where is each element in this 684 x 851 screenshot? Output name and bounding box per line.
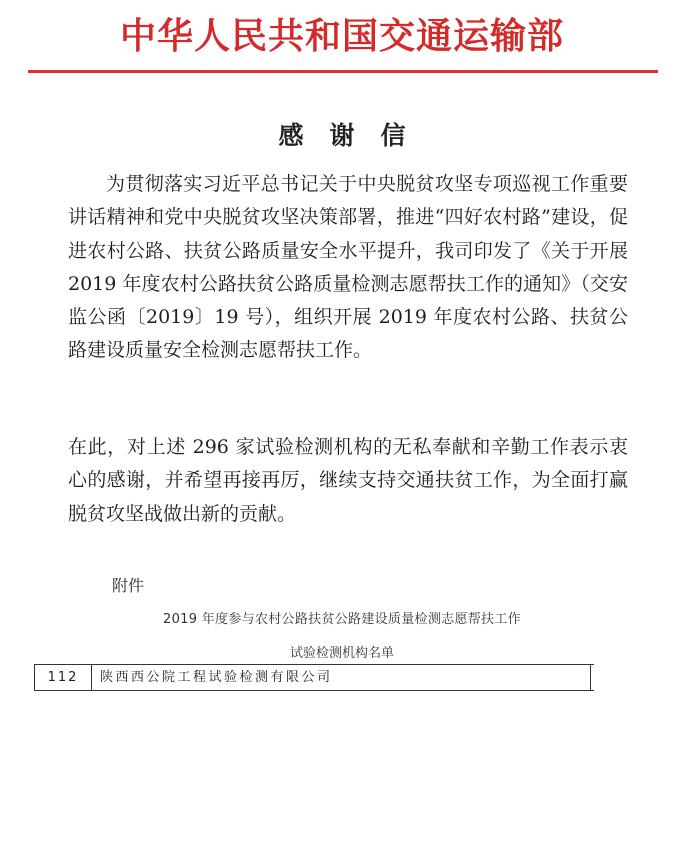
attachment-title: 2019 年度参与农村公路扶贫公路建设质量检测志愿帮扶工作 xyxy=(163,612,521,627)
table-row-organization: 陕西西公院工程试验检测有限公司 xyxy=(100,670,333,685)
organization-table xyxy=(34,664,594,691)
paragraph-2: 在此，对上述 296 家试验检测机构的无私奉献和辛勤工作表示衷心的感谢，并希望再接再厉，继续支持交通扶贫工作，为全面打赢脱贫攻坚战做出新的贡献。 xyxy=(68,436,628,525)
table-border xyxy=(590,665,593,690)
table-row-number: 112 xyxy=(34,665,92,690)
attachment-label: 附件 xyxy=(112,576,145,595)
attachment-subtitle: 试验检测机构名单 xyxy=(289,646,394,661)
paragraph-1: 为贯彻落实习近平总书记关于中央脱贫攻坚专项巡视工作重要讲话精神和党中央脱贫攻坚决策部署，推进“四好农村路”建设，促进农村公路、扶贫公路质量安全水平提升，我司印发了《关于开展 2019 年度农村公路扶贫公路质量检测志愿帮扶工作的通知》（交安监公函〔2019〕19 号），组织开展 2019 年度农村公路、扶贫公路建设质量安全检测志愿帮扶工作。 xyxy=(68,173,628,362)
letterhead-divider xyxy=(28,70,658,73)
ministry-letterhead: 中华人民共和国交通运输部 xyxy=(119,16,564,57)
letter-title: 感谢信 xyxy=(278,121,432,150)
